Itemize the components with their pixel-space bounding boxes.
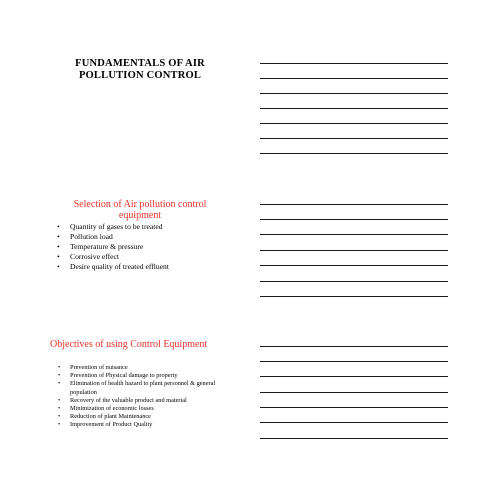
list-item: • Elimination of health hazard to plant personnel & general population [58,380,243,396]
list-item: • Improvement of Product Quality [58,421,243,429]
slide-2-title [50,199,230,221]
note-line [260,438,448,439]
note-line [260,392,448,393]
note-line [260,250,448,251]
list-item: • Reduction of plant Maintenance [58,413,243,421]
note-line [260,376,448,377]
note-line [260,346,448,347]
list-item: • Temperature & pressure [57,242,169,252]
list-item: • Desire quality of treated effluent [57,262,169,272]
slide-1-title-line-2: POLLUTION CONTROL [78,70,202,81]
slide-1-title-line-1: FUNDAMENTALS OF AIR [75,58,205,69]
note-line [260,265,448,266]
list-item: • Quantity of gases to be treated [57,222,169,232]
slide-3-bullet-list [58,364,243,430]
note-line [260,219,448,220]
slide-3-title: Objectives of using Control Equipment [50,339,208,350]
list-item: • Recovery of the valuable product and material [58,397,243,405]
list-item: • Prevention of Physical damage to property [58,372,243,380]
note-line [260,153,448,154]
slide-2-bullet-list [57,222,169,272]
note-line [260,78,448,79]
list-item: • Prevention of nuisance [58,364,243,372]
note-line [260,63,448,64]
note-line [260,407,448,408]
note-line [260,138,448,139]
slide-1-title [40,58,240,82]
note-line [260,296,448,297]
list-item: • Pollution load [57,232,169,242]
slide-2-title-line-2: equipment [118,210,162,221]
note-line [260,93,448,94]
note-line [260,123,448,124]
note-line [260,234,448,235]
list-item: • Minimization of economic losses [58,405,243,413]
note-line [260,204,448,205]
note-line [260,361,448,362]
slide-2-title-line-1: Selection of Air pollution control [73,199,207,210]
note-line [260,108,448,109]
note-line [260,281,448,282]
note-line [260,422,448,423]
list-item: • Corrosive effect [57,252,169,262]
